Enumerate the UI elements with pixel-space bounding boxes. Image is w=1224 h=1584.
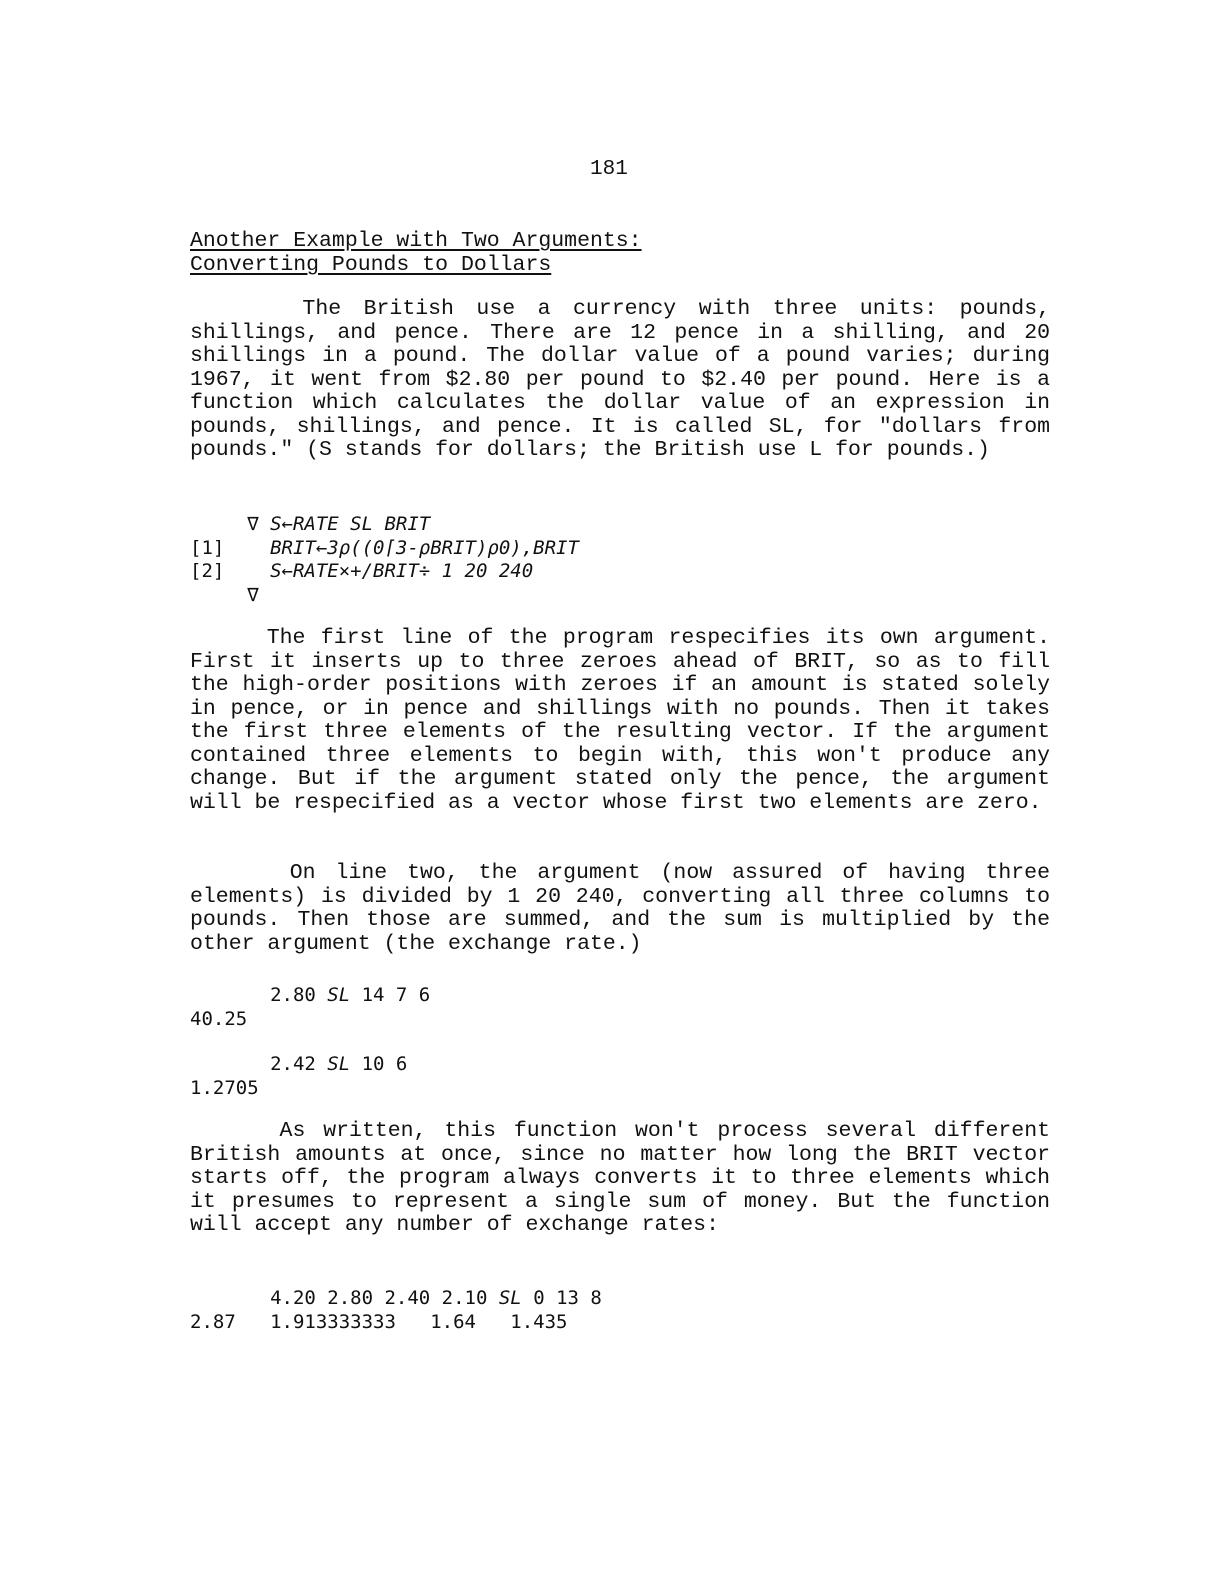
- page-number: 181: [590, 158, 628, 181]
- example-3-result: 2.87 1.913333333 1.64 1.435: [190, 1310, 568, 1333]
- function-footer-del: ∇: [190, 583, 259, 606]
- example-3-fn: SL: [498, 1287, 522, 1309]
- line-1-label: [1]: [190, 536, 271, 559]
- paragraph-line-two: On line two, the argument (now assured of having three elements) is divided by 1 20 240, converting all three columns to pounds. Then those are summed, and the sum is multiplied by the other argument (the exchange rate.): [190, 861, 1050, 956]
- function-header-del: ∇: [190, 513, 271, 535]
- example-1-fn: SL: [327, 984, 351, 1006]
- paragraph-line-one: The first line of the program respecifies its own argument. First it inserts up to three zeroes ahead of BRIT, so as to fill the high-order positions with zeroes if an amount is stated solely in pence, or in pence and shillings with no pounds. Then it takes the first three elements of the resulting vector. If the argument contained three elements to begin with, this won't produce any change. But if the argument stated only the pence, the argument will be respecified as a vector whose first two elements are zero.: [190, 626, 1050, 815]
- function-definition: [190, 513, 579, 607]
- section-heading: [190, 229, 642, 277]
- paragraph-intro: The British use a currency with three units: pounds, shillings, and pence. There are 12 pence in a shilling, and 20 shillings in a pound. The dollar value of a pound varies; during 1967, it went from $2.80 per pound to $2.40 per pound. Here is a function which calculates the dollar value of an expression in pounds, shillings, and pence. It is called SL, for "dollars from pounds." (S stands for dollars; the British use L for pounds.): [190, 297, 1050, 462]
- example-1-input: 2.80: [190, 984, 328, 1006]
- example-2-input: 2.42: [190, 1053, 328, 1075]
- example-1-args: 14 7 6: [350, 984, 431, 1006]
- function-header: S←RATE SL BRIT: [270, 513, 431, 535]
- example-2-result: 1.2705: [190, 1076, 259, 1099]
- example-1-result: 40.25: [190, 1007, 248, 1030]
- line-2-code: S←RATE×+/BRIT÷ 1 20 240: [270, 560, 534, 582]
- example-2-args: 10 6: [350, 1053, 408, 1075]
- line-1-code: BRIT←3ρ((0⌈3-ρBRIT)ρ0),BRIT: [270, 536, 579, 559]
- example-3-args: 0 13 8: [521, 1287, 602, 1309]
- example-2: [190, 1053, 407, 1100]
- example-1: [190, 984, 430, 1031]
- paragraph-as-written: As written, this function won't process several different British amounts at once, since no matter how long the BRIT vector starts off, the program always converts it to three elements which it presumes to represent a single sum of money. But the function will accept any number of exchange rates:: [190, 1119, 1050, 1237]
- heading-line-2: Converting Pounds to Dollars: [190, 253, 552, 277]
- example-2-fn: SL: [327, 1053, 351, 1075]
- heading-line-1: Another Example with Two Arguments:: [190, 229, 642, 253]
- example-3-input: 4.20 2.80 2.40 2.10: [190, 1287, 499, 1309]
- example-3: [190, 1287, 602, 1334]
- line-2-label: [2]: [190, 560, 271, 582]
